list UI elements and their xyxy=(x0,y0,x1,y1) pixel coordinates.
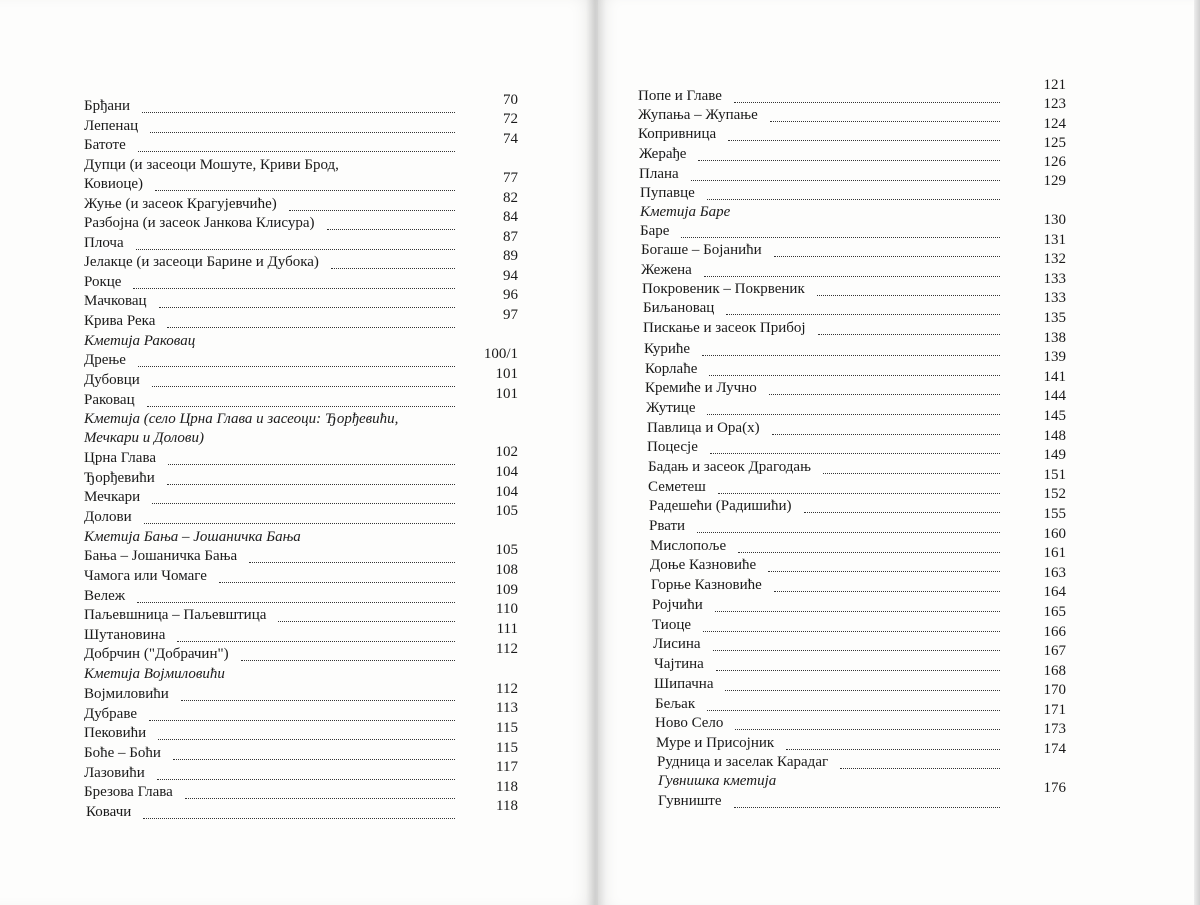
toc-label: Покровеник – Покрвеник xyxy=(642,281,805,297)
page-number: 161 xyxy=(1043,545,1066,561)
dot-leader xyxy=(136,239,455,250)
page-number: 115 xyxy=(496,740,518,756)
toc-entry xyxy=(84,706,137,723)
dot-leader xyxy=(804,502,1000,513)
page-number: 82 xyxy=(503,190,518,206)
toc-label: Јелакце (и засеоци Барине и Дубока) xyxy=(84,254,319,270)
dot-leader xyxy=(728,130,1000,141)
page-number: 132 xyxy=(1043,251,1066,267)
toc-label: Павлица и Ора(х) xyxy=(647,420,760,436)
page-number: 144 xyxy=(1043,388,1066,404)
toc-entry xyxy=(84,765,145,782)
dot-leader xyxy=(735,719,1000,730)
toc-label: Лепенац xyxy=(84,118,139,134)
toc-label: Мечкари xyxy=(84,489,141,505)
page-number: 170 xyxy=(1043,682,1066,698)
page-number: 112 xyxy=(496,641,518,657)
toc-label: Бељак xyxy=(655,696,696,712)
toc-entry xyxy=(638,88,722,105)
dot-leader xyxy=(152,493,455,504)
toc-entry xyxy=(645,361,697,378)
toc-label: Жерађе xyxy=(639,146,687,162)
toc-entry xyxy=(638,107,758,124)
page-number: 165 xyxy=(1043,604,1066,620)
toc-entry xyxy=(652,597,703,614)
page-number: 108 xyxy=(495,562,518,578)
page-number: 129 xyxy=(1043,173,1066,189)
toc-label: Шутановина xyxy=(84,627,166,643)
toc-label: Плана xyxy=(639,166,679,182)
dot-leader xyxy=(726,304,1000,315)
dot-leader xyxy=(152,376,455,387)
book-gutter xyxy=(586,0,606,905)
toc-label: Жуње (и засеок Крагујевчиће) xyxy=(84,196,277,212)
section-heading xyxy=(84,333,195,350)
page-number: 74 xyxy=(503,131,518,147)
toc-entry xyxy=(84,588,125,605)
toc-label: Жупања – Жупање xyxy=(638,107,758,123)
dot-leader xyxy=(710,443,1000,454)
dot-leader xyxy=(144,513,455,524)
toc-label: Мечкари и Долови) xyxy=(84,430,204,446)
dot-leader xyxy=(138,141,455,152)
toc-label: Дупци (и засеоци Мошуте, Криви Брод, xyxy=(84,157,339,173)
dot-leader xyxy=(702,345,1000,356)
dot-leader xyxy=(786,739,1000,750)
page-number: 111 xyxy=(496,621,518,637)
dot-leader xyxy=(185,788,455,799)
toc-label: Поцесје xyxy=(647,439,698,455)
toc-entry xyxy=(655,696,695,713)
page-number: 104 xyxy=(495,464,518,480)
toc-label: Баре xyxy=(640,223,670,239)
toc-label: Дубовци xyxy=(84,372,140,388)
toc-label: Кметија Баре xyxy=(640,204,731,220)
toc-entry xyxy=(639,146,686,163)
dot-leader xyxy=(159,297,455,308)
page-edge xyxy=(1194,0,1200,905)
dot-leader xyxy=(241,650,455,661)
toc-label: Куриће xyxy=(644,341,691,357)
dot-leader xyxy=(157,769,455,780)
section-heading xyxy=(84,529,301,546)
page-number: 139 xyxy=(1043,349,1066,365)
dot-leader xyxy=(168,454,455,465)
page-number: 174 xyxy=(1043,741,1066,757)
dot-leader xyxy=(181,690,455,701)
page-number: 110 xyxy=(496,601,518,617)
toc-entry xyxy=(643,320,806,337)
section-heading xyxy=(640,204,730,221)
toc-entry xyxy=(84,118,138,135)
dot-leader xyxy=(691,170,1000,181)
toc-label: Гувнишка кметија xyxy=(658,773,777,789)
page-number: 100/1 xyxy=(483,346,518,362)
dot-leader xyxy=(150,122,455,133)
toc-label: Кремиће и Лучно xyxy=(645,380,757,396)
dot-leader xyxy=(704,266,1000,277)
toc-label: Боће – Боћи xyxy=(84,745,161,761)
page-number: 133 xyxy=(1043,271,1066,287)
dot-leader xyxy=(142,102,455,113)
toc-label: Чамога или Чомаге xyxy=(84,568,207,584)
dot-leader xyxy=(768,561,1000,572)
page-number: 125 xyxy=(1043,135,1066,151)
toc-entry xyxy=(84,392,135,409)
page-number: 176 xyxy=(1043,780,1066,796)
page-number: 84 xyxy=(503,209,518,225)
page-number: 171 xyxy=(1043,702,1066,718)
toc-entry xyxy=(84,646,229,663)
dot-leader xyxy=(709,365,1000,376)
dot-leader xyxy=(707,404,1000,415)
toc-entry xyxy=(84,509,132,526)
toc-label: Брезова Глава xyxy=(84,784,173,800)
toc-entry xyxy=(84,450,156,467)
toc-entry xyxy=(651,577,762,594)
dot-leader xyxy=(278,611,455,622)
page-number: 138 xyxy=(1043,330,1066,346)
toc-entry xyxy=(84,548,237,565)
toc-entry xyxy=(84,215,315,232)
toc-entry xyxy=(84,627,165,644)
toc-label: Дубраве xyxy=(84,706,137,722)
section-heading xyxy=(84,430,204,447)
page-number: 115 xyxy=(496,720,518,736)
toc-entry xyxy=(84,235,124,252)
page-number: 133 xyxy=(1043,290,1066,306)
page-number: 117 xyxy=(496,759,518,775)
toc-entry xyxy=(648,459,811,476)
toc-entry xyxy=(84,176,143,193)
toc-entry xyxy=(86,804,131,821)
toc-entry xyxy=(656,735,774,752)
dot-leader xyxy=(718,483,1000,494)
toc-entry xyxy=(649,518,685,535)
page-number: 131 xyxy=(1043,232,1066,248)
toc-entry xyxy=(84,745,161,762)
toc-entry xyxy=(84,157,339,174)
toc-entry xyxy=(84,725,146,742)
toc-label: Дрење xyxy=(84,352,126,368)
toc-label: Мислопоље xyxy=(650,538,727,554)
toc-entry xyxy=(652,617,691,634)
toc-entry xyxy=(84,293,147,310)
toc-label: Лазовићи xyxy=(84,765,145,781)
toc-label: Биљановац xyxy=(643,300,715,316)
page-number: 149 xyxy=(1043,447,1066,463)
toc-label: Вележ xyxy=(84,588,126,604)
toc-label: Чајтина xyxy=(654,656,704,672)
toc-entry xyxy=(648,479,706,496)
page-number: 141 xyxy=(1043,369,1066,385)
toc-label: Паљевшница – Паљевштица xyxy=(84,607,267,623)
toc-label: Брђани xyxy=(84,98,131,114)
dot-leader xyxy=(713,640,1000,651)
toc-entry xyxy=(84,196,277,213)
toc-entry xyxy=(655,715,723,732)
page-number: 94 xyxy=(503,268,518,284)
toc-entry xyxy=(84,686,169,703)
dot-leader xyxy=(725,680,1000,691)
section-heading xyxy=(658,773,776,790)
toc-label: Ројчићи xyxy=(652,597,703,613)
section-heading xyxy=(84,411,398,428)
dot-leader xyxy=(167,474,455,485)
page-number: 89 xyxy=(503,248,518,264)
page-number: 101 xyxy=(495,366,518,382)
page-number: 72 xyxy=(503,111,518,127)
dot-leader xyxy=(158,729,455,740)
page-number: 104 xyxy=(495,484,518,500)
page-number: 126 xyxy=(1043,154,1066,170)
dot-leader xyxy=(840,758,1000,769)
page-number: 124 xyxy=(1043,116,1066,132)
toc-entry xyxy=(647,420,760,437)
toc-label: Богаше – Бојанићи xyxy=(641,242,762,258)
dot-leader xyxy=(770,111,1000,122)
toc-label: Црна Глава xyxy=(84,450,156,466)
dot-leader xyxy=(155,180,455,191)
toc-label: Кметија Раковац xyxy=(84,333,196,349)
toc-label: Ковачи xyxy=(86,804,132,820)
toc-entry xyxy=(641,242,762,259)
toc-entry xyxy=(84,372,140,389)
page-number: 151 xyxy=(1043,467,1066,483)
dot-leader xyxy=(703,621,1000,632)
toc-label: Разбојна (и засеок Јанкова Клисура) xyxy=(84,215,315,231)
toc-entry xyxy=(84,313,155,330)
dot-leader xyxy=(681,227,1000,238)
toc-entry xyxy=(84,98,130,115)
page-number: 168 xyxy=(1043,663,1066,679)
toc-label: Ђорђевићи xyxy=(84,470,155,486)
toc-label: Жутице xyxy=(646,400,696,416)
dot-leader xyxy=(289,200,455,211)
dot-leader xyxy=(137,592,455,603)
toc-label: Батоте xyxy=(84,137,126,153)
toc-label: Бања – Јошаничка Бања xyxy=(84,548,238,564)
toc-entry xyxy=(84,568,207,585)
page-number: 105 xyxy=(495,542,518,558)
toc-label: Војмиловићи xyxy=(84,686,169,702)
page-number: 112 xyxy=(496,681,518,697)
dot-leader xyxy=(167,317,455,328)
dot-leader xyxy=(149,710,455,721)
toc-entry xyxy=(654,656,704,673)
dot-leader xyxy=(133,278,455,289)
page-number: 123 xyxy=(1043,96,1066,112)
toc-label: Долови xyxy=(84,509,132,525)
toc-entry xyxy=(84,274,121,291)
toc-label: Добрчин ("Добрачин") xyxy=(84,646,229,662)
page-number: 77 xyxy=(503,170,518,186)
toc-label: Крива Река xyxy=(84,313,156,329)
toc-label: Раковац xyxy=(84,392,135,408)
page-number: 130 xyxy=(1043,212,1066,228)
toc-label: Муре и Присојник xyxy=(656,735,775,751)
toc-entry xyxy=(84,470,155,487)
dot-leader xyxy=(817,285,1000,296)
toc-entry xyxy=(645,380,757,397)
dot-leader xyxy=(734,797,1000,808)
toc-label: Шипачна xyxy=(654,676,714,692)
toc-label: Рудница и заселак Карадаг xyxy=(657,754,829,770)
toc-entry xyxy=(84,352,126,369)
toc-entry xyxy=(649,498,792,515)
toc-entry xyxy=(650,557,756,574)
toc-entry xyxy=(84,784,173,801)
dot-leader xyxy=(774,581,1000,592)
toc-label: Корлаће xyxy=(645,361,698,377)
dot-leader xyxy=(716,660,1000,671)
page-number: 164 xyxy=(1043,584,1066,600)
toc-entry xyxy=(84,254,319,271)
page-number: 152 xyxy=(1043,486,1066,502)
dot-leader xyxy=(249,552,455,563)
page-number: 155 xyxy=(1043,506,1066,522)
toc-label: Горње Казновиће xyxy=(651,577,762,593)
toc-label: Пискање и засеок Прибој xyxy=(643,320,806,336)
page-number: 97 xyxy=(503,307,518,323)
page-number: 173 xyxy=(1043,721,1066,737)
toc-entry xyxy=(640,185,695,202)
toc-label: Доње Казновиће xyxy=(650,557,757,573)
dot-leader xyxy=(697,522,1000,533)
toc-entry xyxy=(84,137,126,154)
page-number: 109 xyxy=(495,582,518,598)
dot-leader xyxy=(772,424,1000,435)
dot-leader xyxy=(823,463,1000,474)
toc-label: Мачковац xyxy=(84,293,147,309)
page-number: 105 xyxy=(495,503,518,519)
dot-leader xyxy=(138,356,455,367)
toc-label: Тиоце xyxy=(652,617,692,633)
page-number: 113 xyxy=(496,700,518,716)
toc-label: Кметија Војмиловићи xyxy=(84,666,225,682)
toc-label: Плоча xyxy=(84,235,124,251)
dot-leader xyxy=(715,601,1000,612)
toc-label: Бадањ и засеок Драгодањ xyxy=(648,459,811,475)
dot-leader xyxy=(177,631,455,642)
section-heading xyxy=(84,666,225,683)
toc-entry xyxy=(641,262,692,279)
dot-leader xyxy=(327,219,455,230)
toc-entry xyxy=(653,636,701,653)
dot-leader xyxy=(769,384,1000,395)
page-number: 163 xyxy=(1043,565,1066,581)
toc-entry xyxy=(639,166,679,183)
toc-label: Ново Село xyxy=(655,715,724,731)
toc-label: Рокце xyxy=(84,274,122,290)
toc-entry xyxy=(657,754,828,771)
page-number: 166 xyxy=(1043,624,1066,640)
toc-label: Пековићи xyxy=(84,725,147,741)
toc-label: Кметија Бања – Јошаничка Бања xyxy=(84,529,301,545)
page-number: 118 xyxy=(496,779,518,795)
toc-entry xyxy=(654,676,713,693)
toc-entry xyxy=(647,439,698,456)
dot-leader xyxy=(219,572,455,583)
dot-leader xyxy=(698,150,1000,161)
page-number: 118 xyxy=(496,798,518,814)
dot-leader xyxy=(143,808,455,819)
toc-entry xyxy=(646,400,695,417)
toc-entry xyxy=(638,126,716,143)
toc-label: Радешећи (Радишићи) xyxy=(649,498,792,514)
page-number: 160 xyxy=(1043,526,1066,542)
toc-entry xyxy=(644,341,690,358)
toc-label: Попе и Главе xyxy=(638,88,722,104)
toc-label: Гувниште xyxy=(658,793,722,809)
toc-entry xyxy=(84,607,266,624)
dot-leader xyxy=(173,749,455,760)
toc-label: Жежена xyxy=(641,262,692,278)
toc-label: Ковиоце) xyxy=(84,176,144,192)
dot-leader xyxy=(774,246,1000,257)
dot-leader xyxy=(734,92,1000,103)
page-number: 70 xyxy=(503,92,518,108)
page-number: 96 xyxy=(503,287,518,303)
toc-label: Лисина xyxy=(653,636,701,652)
toc-label: Копривница xyxy=(638,126,717,142)
page-number: 121 xyxy=(1043,77,1066,93)
dot-leader xyxy=(707,700,1000,711)
toc-entry xyxy=(642,281,805,298)
toc-entry xyxy=(650,538,726,555)
toc-label: Кметија (село Црна Глава и засеоци: Ђорђевићи, xyxy=(84,411,399,427)
toc-entry xyxy=(640,223,669,240)
page-number: 102 xyxy=(495,444,518,460)
toc-entry xyxy=(84,489,140,506)
page-number: 145 xyxy=(1043,408,1066,424)
page-number: 167 xyxy=(1043,643,1066,659)
dot-leader xyxy=(738,542,1000,553)
toc-entry xyxy=(658,793,722,810)
dot-leader xyxy=(707,189,1000,200)
dot-leader xyxy=(147,396,455,407)
dot-leader xyxy=(331,258,455,269)
page-number: 87 xyxy=(503,229,518,245)
toc-label: Пупавце xyxy=(640,185,695,201)
page-number: 101 xyxy=(495,386,518,402)
page-number: 135 xyxy=(1043,310,1066,326)
toc-entry xyxy=(643,300,714,317)
page-number: 148 xyxy=(1043,428,1066,444)
dot-leader xyxy=(818,324,1000,335)
toc-label: Рвати xyxy=(649,518,686,534)
toc-label: Семетеш xyxy=(648,479,706,495)
